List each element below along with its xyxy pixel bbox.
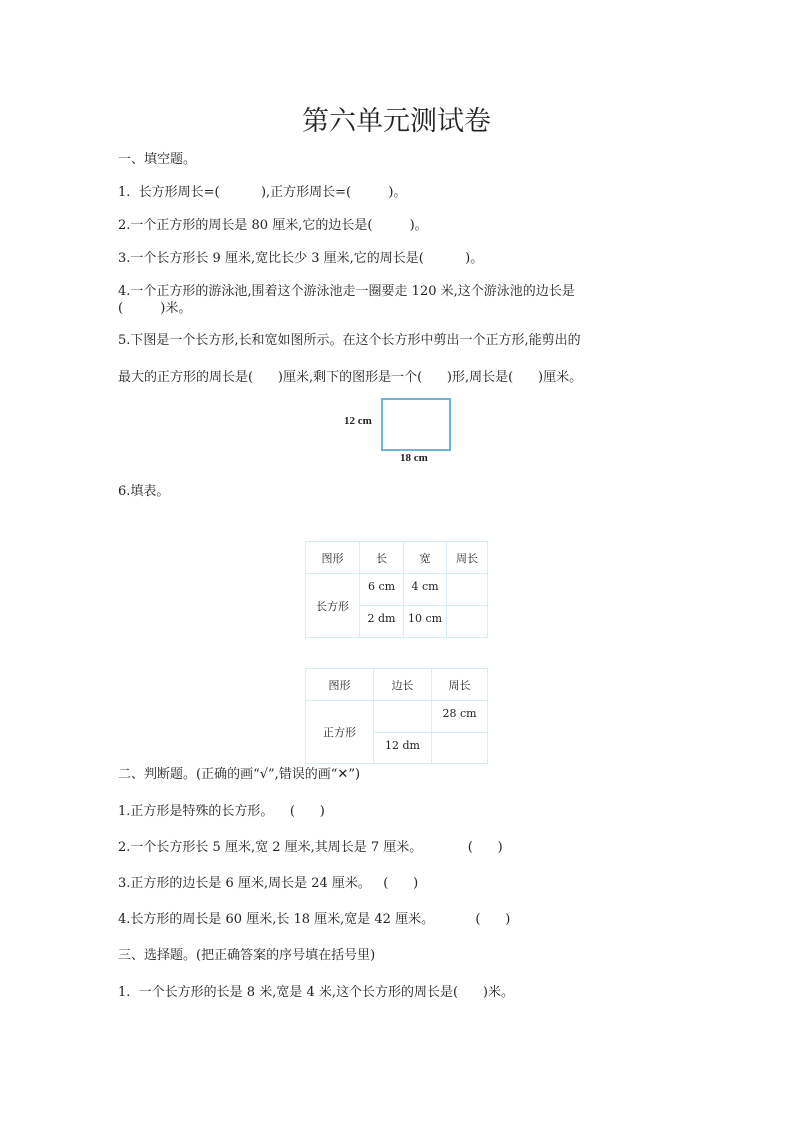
table-cell [447,606,488,638]
table-cell: 4 cm [404,574,447,606]
figure-width-label: 18 cm [400,452,428,464]
section-true-false: 二、判断题。(正确的画“√”,错误的画“✕”) [118,767,361,782]
question-5-cont: 最大的正方形的周长是( )厘米,剩下的图形是一个( )形,周长是( )厘米。 [118,370,583,385]
table-header: 图形 [306,669,374,701]
rectangle-figure [381,398,451,451]
section-choice: 三、选择题。(把正确答案的序号填在括号里) [118,948,376,963]
question-6: 6.填表。 [118,484,170,499]
table-header: 长 [360,542,404,574]
choice-1: 1. 一个长方形的长是 8 米,宽是 4 米,这个长方形的周长是( )米。 [118,985,514,1000]
table-cell: 2 dm [360,606,404,638]
question-5: 5.下图是一个长方形,长和宽如图所示。在这个长方形中剪出一个正方形,能剪出的 [118,333,581,348]
page-title: 第六单元测试卷 [302,106,491,137]
table-cell: 10 cm [404,606,447,638]
square-table [305,668,488,764]
table-cell: 长方形 [306,574,360,638]
judge-1: 1.正方形是特殊的长方形。 ( ) [118,804,325,819]
question-2: 2.一个正方形的周长是 80 厘米,它的边长是( )。 [118,218,428,233]
table-header: 周长 [447,542,488,574]
table-cell: 6 cm [360,574,404,606]
judge-3: 3.正方形的边长是 6 厘米,周长是 24 厘米。 ( ) [118,876,419,891]
figure-height-label: 12 cm [344,415,372,427]
table-header: 宽 [404,542,447,574]
table-header: 边长 [374,669,432,701]
table-cell [432,733,488,764]
section-fill-blank: 一、填空题。 [118,152,197,167]
table-cell: 12 dm [374,733,432,764]
table-cell [374,701,432,733]
question-4: 4.一个正方形的游泳池,围着这个游泳池走一圈要走 120 米,这个游泳池的边长是 [118,284,575,299]
judge-2: 2.一个长方形长 5 厘米,宽 2 厘米,其周长是 7 厘米。 ( ) [118,840,503,855]
rectangle-table [305,541,488,638]
table-cell: 正方形 [306,701,374,764]
table-cell: 28 cm [432,701,488,733]
question-4-cont: ( )米。 [118,301,192,316]
table-cell [447,574,488,606]
judge-4: 4.长方形的周长是 60 厘米,长 18 厘米,宽是 42 厘米。 ( ) [118,912,511,927]
question-3: 3.一个长方形长 9 厘米,宽比长少 3 厘米,它的周长是( )。 [118,251,484,266]
table-header: 周长 [432,669,488,701]
question-1: 1. 长方形周长=( ),正方形周长=( )。 [118,185,407,200]
table-header: 图形 [306,542,360,574]
